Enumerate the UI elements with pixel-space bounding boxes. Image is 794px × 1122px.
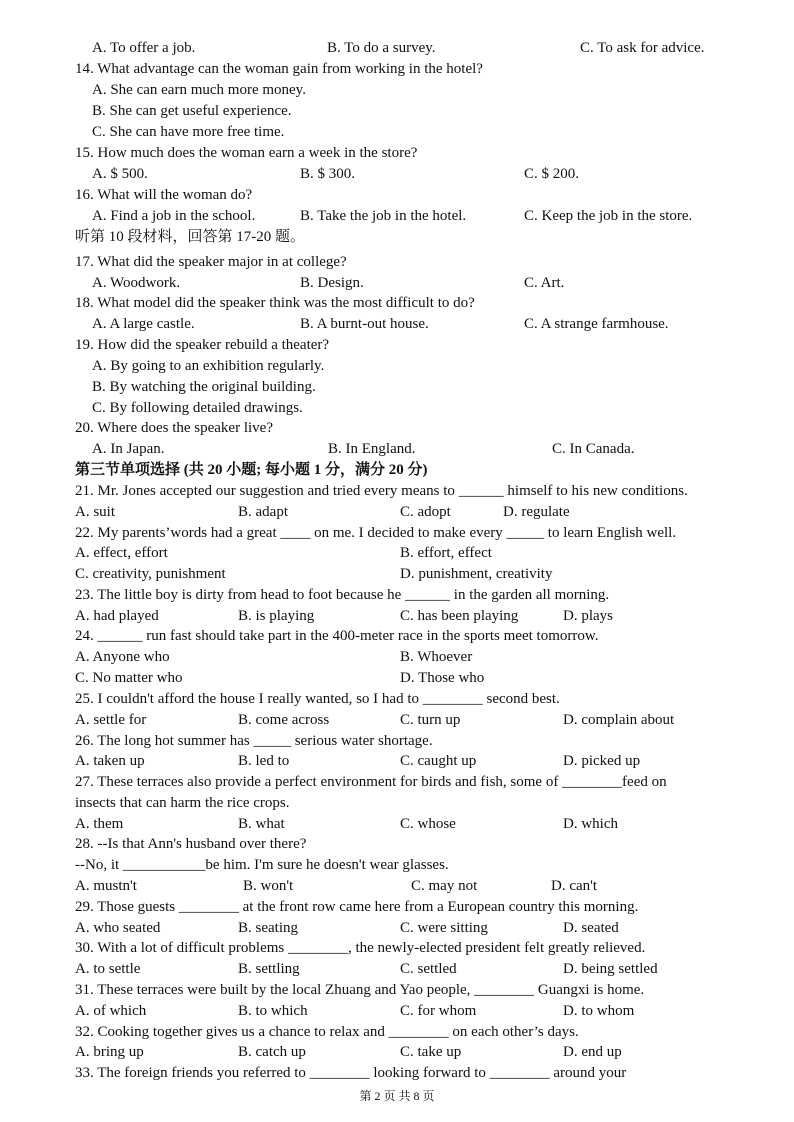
text-line <box>0 834 794 854</box>
question-text: 21. Mr. Jones accepted our suggestion and tried every means to ______ himself to his new conditions. <box>75 483 688 499</box>
answer-option: C. take up <box>400 1044 462 1060</box>
text-line <box>0 481 794 501</box>
answer-option: D. regulate <box>503 504 570 520</box>
answer-option: C. In Canada. <box>552 441 635 457</box>
text-line <box>0 273 794 293</box>
answer-option: B. effort, effect <box>400 545 492 561</box>
answer-option: D. plays <box>563 608 613 624</box>
answer-option: B. adapt <box>238 504 288 520</box>
answer-option: B. catch up <box>238 1044 306 1060</box>
question-text: 29. Those guests ________ at the front row came here from a European country this morning. <box>75 899 639 915</box>
answer-option: A. Find a job in the school. <box>92 208 256 224</box>
text-line <box>0 206 794 226</box>
answer-option: A. bring up <box>75 1044 144 1060</box>
text-line <box>0 918 794 938</box>
text-line <box>0 710 794 730</box>
answer-option: C. for whom <box>400 1003 477 1019</box>
question-text: 16. What will the woman do? <box>75 187 253 203</box>
answer-option: A. To offer a job. <box>92 40 196 56</box>
question-text: 33. The foreign friends you referred to ________ looking forward to ________ around your <box>75 1065 627 1081</box>
text-line <box>0 876 794 896</box>
answer-option: C. whose <box>400 816 456 832</box>
text-line <box>0 897 794 917</box>
answer-option: A. suit <box>75 504 116 520</box>
text-line <box>0 772 794 792</box>
text-line <box>0 439 794 459</box>
answer-option: A. settle for <box>75 712 147 728</box>
question-text: A. She can earn much more money. <box>92 82 306 98</box>
question-text: 20. Where does the speaker live? <box>75 420 273 436</box>
question-text: 27. These terraces also provide a perfect environment for birds and fish, some of ________feed on <box>75 774 667 790</box>
question-text: 31. These terraces were built by the local Zhuang and Yao people, ________ Guangxi is home. <box>75 982 645 998</box>
answer-option: C. turn up <box>400 712 461 728</box>
answer-option: C. caught up <box>400 753 477 769</box>
answer-option: B. what <box>238 816 285 832</box>
text-line <box>0 689 794 709</box>
text-line <box>0 626 794 646</box>
answer-option: A. of which <box>75 1003 147 1019</box>
answer-option: A. mustn't <box>75 878 137 894</box>
question-text: 15. How much does the woman earn a week in the store? <box>75 145 418 161</box>
answer-option: D. complain about <box>563 712 675 728</box>
answer-option: C. A strange farmhouse. <box>524 316 669 332</box>
text-line <box>0 543 794 563</box>
answer-option: B. A burnt-out house. <box>300 316 429 332</box>
answer-option: A. taken up <box>75 753 145 769</box>
text-line <box>0 227 794 247</box>
question-text: 听第 10 段材料，回答第 17-20 题。 <box>75 229 305 245</box>
answer-option: B. Whoever <box>400 649 473 665</box>
answer-option: D. Those who <box>400 670 485 686</box>
question-text: C. She can have more free time. <box>92 124 285 140</box>
answer-option: D. punishment, creativity <box>400 566 553 582</box>
text-line <box>0 185 794 205</box>
text-line <box>0 1001 794 1021</box>
text-line <box>0 606 794 626</box>
answer-option: D. to whom <box>563 1003 635 1019</box>
question-text: 第三节单项选择 (共 20 小题; 每小题 1 分，满分 20 分) <box>75 462 428 478</box>
answer-option: C. may not <box>411 878 478 894</box>
text-line <box>0 398 794 418</box>
answer-option: C. adopt <box>400 504 451 520</box>
text-line <box>0 564 794 584</box>
question-text: 19. How did the speaker rebuild a theater? <box>75 337 330 353</box>
text-line <box>0 793 794 813</box>
question-text: 28. --Is that Ann's husband over there? <box>75 836 307 852</box>
answer-option: B. to which <box>238 1003 308 1019</box>
question-text: A. By going to an exhibition regularly. <box>92 358 325 374</box>
answer-option: B. come across <box>238 712 330 728</box>
answer-option: B. is playing <box>238 608 315 624</box>
answer-option: A. effect, effort <box>75 545 168 561</box>
answer-option: A. Anyone who <box>75 649 170 665</box>
answer-option: A. had played <box>75 608 159 624</box>
text-line <box>0 647 794 667</box>
answer-option: B. led to <box>238 753 290 769</box>
text-line <box>0 585 794 605</box>
text-line <box>0 38 794 58</box>
text-line <box>0 938 794 958</box>
answer-option: A. them <box>75 816 124 832</box>
text-line <box>0 1022 794 1042</box>
answer-option: B. seating <box>238 920 298 936</box>
question-text: 23. The little boy is dirty from head to foot because he ______ in the garden all morning. <box>75 587 610 603</box>
question-text: 14. What advantage can the woman gain from working in the hotel? <box>75 61 483 77</box>
question-text: 30. With a lot of difficult problems ________, the newly-elected president felt greatly relieved. <box>75 940 646 956</box>
answer-option: C. Keep the job in the store. <box>524 208 693 224</box>
answer-option: D. being settled <box>563 961 658 977</box>
text-line <box>0 356 794 376</box>
text-line <box>0 460 794 480</box>
text-line <box>0 502 794 522</box>
text-line <box>0 959 794 979</box>
answer-option: C. $ 200. <box>524 166 580 182</box>
question-text: 22. My parents’words had a great ____ on me. I decided to make every _____ to learn English well. <box>75 525 677 541</box>
text-line <box>0 122 794 142</box>
answer-option: C. creativity, punishment <box>75 566 226 582</box>
text-line <box>0 855 794 875</box>
answer-option: B. In England. <box>328 441 416 457</box>
question-text: 26. The long hot summer has _____ serious water shortage. <box>75 733 433 749</box>
answer-option: D. picked up <box>563 753 641 769</box>
question-text: C. By following detailed drawings. <box>92 400 303 416</box>
answer-option: C. Art. <box>524 275 565 291</box>
answer-option: A. to settle <box>75 961 141 977</box>
question-text: 18. What model did the speaker think was the most difficult to do? <box>75 295 475 311</box>
question-text: --No, it ___________be him. I'm sure he doesn't wear glasses. <box>75 857 449 873</box>
answer-option: B. $ 300. <box>300 166 356 182</box>
text-line <box>0 143 794 163</box>
question-text: insects that can harm the rice crops. <box>75 795 290 811</box>
answer-option: A. A large castle. <box>92 316 195 332</box>
text-line <box>0 252 794 272</box>
text-line <box>0 164 794 184</box>
answer-option: A. Woodwork. <box>92 275 181 291</box>
text-line <box>0 314 794 334</box>
text-line <box>0 668 794 688</box>
text-line <box>0 980 794 1000</box>
answer-option: D. which <box>563 816 618 832</box>
question-text: 32. Cooking together gives us a chance to relax and ________ on each other’s days. <box>75 1024 579 1040</box>
answer-option: D. end up <box>563 1044 622 1060</box>
text-line <box>0 814 794 834</box>
text-line <box>0 1063 794 1083</box>
answer-option: C. No matter who <box>75 670 183 686</box>
question-text: B. By watching the original building. <box>92 379 316 395</box>
answer-option: A. who seated <box>75 920 161 936</box>
text-line <box>0 751 794 771</box>
answer-option: B. Design. <box>300 275 364 291</box>
text-line <box>0 418 794 438</box>
answer-option: C. were sitting <box>400 920 488 936</box>
answer-option: B. To do a survey. <box>327 40 436 56</box>
answer-option: C. settled <box>400 961 457 977</box>
text-line <box>0 377 794 397</box>
question-text: 17. What did the speaker major in at college? <box>75 254 347 270</box>
question-text: 24. ______ run fast should take part in the 400-meter race in the sports meet tomorrow. <box>75 628 599 644</box>
question-text: B. She can get useful experience. <box>92 103 292 119</box>
answer-option: A. In Japan. <box>92 441 165 457</box>
answer-option: D. can't <box>551 878 598 894</box>
answer-option: B. won't <box>243 878 294 894</box>
question-text: 25. I couldn't afford the house I really wanted, so I had to ________ second best. <box>75 691 560 707</box>
text-line <box>0 523 794 543</box>
page-footer: 第 2 页 共 8 页 <box>359 1089 435 1103</box>
answer-option: D. seated <box>563 920 619 936</box>
answer-option: C. has been playing <box>400 608 519 624</box>
text-line <box>0 1042 794 1062</box>
answer-option: A. $ 500. <box>92 166 148 182</box>
text-line <box>0 59 794 79</box>
text-line <box>0 335 794 355</box>
text-line <box>0 293 794 313</box>
text-line <box>0 101 794 121</box>
answer-option: B. Take the job in the hotel. <box>300 208 467 224</box>
answer-option: B. settling <box>238 961 300 977</box>
text-line <box>0 731 794 751</box>
text-line <box>0 80 794 100</box>
answer-option: C. To ask for advice. <box>580 40 705 56</box>
